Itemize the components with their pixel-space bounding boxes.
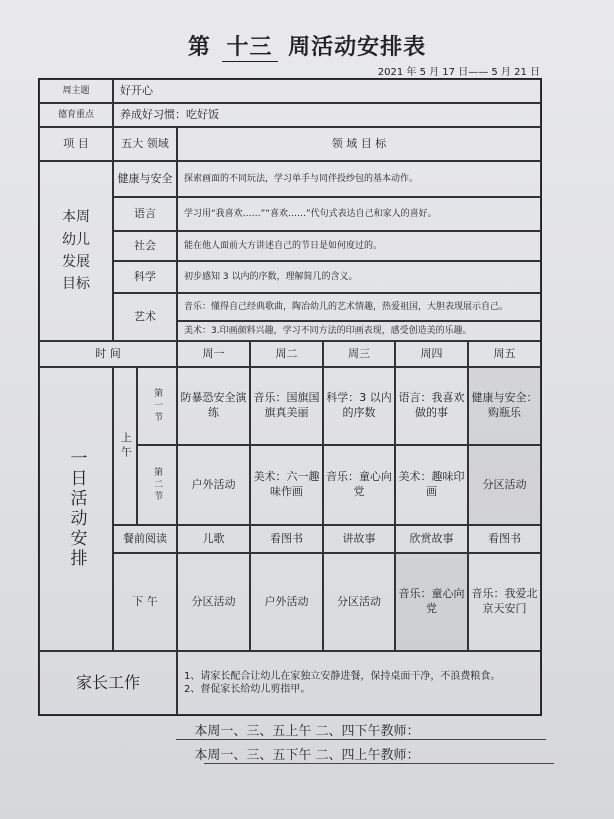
- goal-text-2: 美术：3.印画颜料兴趣，学习不同方法的印画表现，感受创造美的乐趣。: [177, 321, 541, 341]
- date-range: 2021 年 5 月 17 日—— 5 月 21 日: [377, 67, 540, 78]
- focus-label: 德育重点: [39, 103, 113, 127]
- slot1-activity: 语言：我喜欢做的事: [395, 367, 468, 445]
- goal-text: 初步感知 3 以内的序数，理解简几的含义。: [177, 261, 541, 293]
- slot1-activity: 健康与安全：购瓶乐: [468, 367, 541, 445]
- goal-domain: 语言: [113, 197, 177, 231]
- title-suffix: 周活动安排表: [288, 35, 427, 60]
- target-header: 领 域 目 标: [177, 127, 541, 161]
- parents-item: 2、督促家长给幼儿剪指甲。: [184, 684, 311, 695]
- reading-item: 看图书: [468, 525, 541, 553]
- goals-label-text: 本周幼儿发展目标: [62, 209, 90, 293]
- afternoon-activity: 音乐：童心向党: [395, 553, 468, 651]
- day-header: 周五: [468, 341, 541, 367]
- theme-value: 好开心: [113, 79, 541, 103]
- day-header: 周三: [323, 341, 395, 367]
- afternoon-activity: 分区活动: [323, 553, 395, 651]
- week-number: 十三: [222, 30, 278, 62]
- parents-item: 1、请家长配合让幼儿在家独立安静进餐，保持桌面干净，不浪费粮食。: [184, 670, 501, 682]
- goal-text: 音乐：懂得自己经典歌曲，陶冶幼儿的艺术情趣，热爱祖国，大胆表现展示自己。: [177, 293, 541, 321]
- slot2-activity: 音乐：童心向党: [323, 445, 395, 525]
- slot2-activity: 美术：六一趣味作画: [250, 445, 323, 525]
- day-header: 周一: [177, 341, 250, 367]
- slot1-activity: 音乐：国旗国旗真美丽: [250, 367, 323, 445]
- slot2-activity: 美术：趣味印画: [395, 445, 468, 525]
- page-title: [0, 30, 614, 62]
- afternoon-activity: 分区活动: [177, 553, 250, 651]
- daily-label: [39, 367, 113, 651]
- goal-domain: 健康与安全: [113, 161, 177, 197]
- daily-label-text: 一日活动安排: [66, 449, 87, 569]
- focus-value: 养成好习惯：吃好饭: [113, 103, 541, 127]
- time-header: 时 间: [39, 341, 177, 367]
- slot2-label: [137, 445, 177, 525]
- reading-label: 餐前阅读: [113, 525, 177, 553]
- afternoon-activity: 音乐：我爱北京天安门: [468, 553, 541, 651]
- goal-domain: 科学: [113, 261, 177, 293]
- morning-label: [113, 367, 137, 525]
- slot1-label-text: 第一节: [152, 388, 163, 424]
- day-header: 周四: [395, 341, 468, 367]
- goal-text: 能在他人面前大方讲述自己的节日是如何度过的。: [177, 231, 541, 261]
- teacher-line-2: 本周一、三、五下午 二、四上午教师：: [194, 748, 420, 763]
- afternoon-label: 下 午: [113, 553, 177, 651]
- slot1-activity: 科学：3 以内的序数: [323, 367, 395, 445]
- schedule-table: [38, 78, 542, 716]
- goal-text: 学习用“我喜欢……”“喜欢……”代句式表达自己和家人的喜好。: [177, 197, 541, 231]
- project-header: 项 目: [39, 127, 113, 161]
- signature-line-1: [176, 739, 546, 740]
- signature-line-2: [204, 763, 554, 764]
- reading-item: 讲故事: [323, 525, 395, 553]
- theme-label: 周主题: [39, 79, 113, 103]
- teacher-line-1: 本周一、三、五上午 二、四下午教师：: [194, 724, 420, 739]
- slot2-activity: 户外活动: [177, 445, 250, 525]
- parents-content: [177, 651, 541, 715]
- reading-item: 看图书: [250, 525, 323, 553]
- domain-header: 五大 领域: [113, 127, 177, 161]
- day-header: 周二: [250, 341, 323, 367]
- title-prefix: 第: [187, 35, 211, 60]
- morning-label-text: 上午: [119, 432, 133, 460]
- slot2-activity: 分区活动: [468, 445, 541, 525]
- slot1-label: [137, 367, 177, 445]
- parents-label: 家长工作: [39, 651, 177, 715]
- goal-text: 探索画面的不同玩法，学习单手与同伴投纱包的基本动作。: [177, 161, 541, 197]
- goal-domain: 社会: [113, 231, 177, 261]
- reading-item: 儿歌: [177, 525, 250, 553]
- goal-domain: 艺术: [113, 293, 177, 341]
- afternoon-activity: 户外活动: [250, 553, 323, 651]
- slot1-activity: 防暴恐安全演练: [177, 367, 250, 445]
- slot2-label-text: 第二节: [152, 467, 163, 503]
- goals-label: [39, 161, 113, 341]
- reading-item: 欣赏故事: [395, 525, 468, 553]
